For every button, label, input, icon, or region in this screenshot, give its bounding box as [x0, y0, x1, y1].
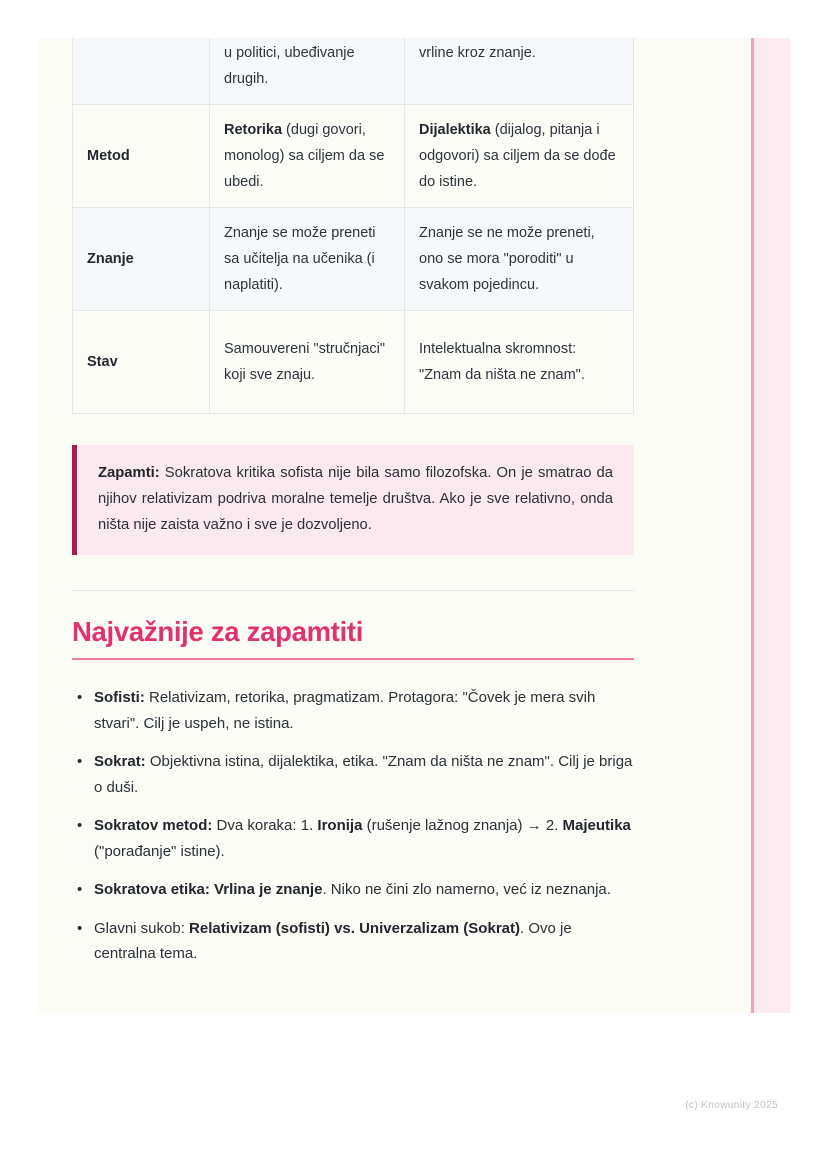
section-heading: Najvažnije za zapamtiti [72, 616, 364, 647]
heading-underline [72, 658, 634, 660]
table-cell-sokrat: Znanje se ne može preneti, ono se mora "poroditi" u svakom pojedincu. [405, 208, 634, 311]
list-item: • Sokrat: Objektivna istina, dijalektika, etika. "Znam da ništa ne znam". Cilj je briga o duši. [72, 749, 634, 800]
copyright-credit: (c) Knowunity 2025 [685, 1100, 778, 1111]
comparison-table [72, 38, 634, 414]
table-cell-sokrat: Dijalektika (dijalog, pitanja i odgovori) sa ciljem da se dođe do istine. [405, 105, 634, 208]
page-content [72, 38, 634, 980]
table-cell-sofisti: Retorika (dugi govori, monolog) sa ciljem da se ubedi. [210, 105, 405, 208]
list-item: • Sokratova etika: Vrlina je znanje. Niko ne čini zlo namerno, već iz neznanja. [72, 877, 634, 903]
table-cell-sofisti: Znanje se može preneti sa učitelja na učenika (i naplatiti). [210, 208, 405, 311]
table-row-label: Metod [73, 105, 210, 208]
table-row-label [73, 38, 210, 105]
key-takeaways-list [72, 685, 634, 967]
list-item: • Sofisti: Relativizam, retorika, pragmatizam. Protagora: "Čovek je mera svih stvari". Cilj je uspeh, ne istina. [72, 685, 634, 736]
table-row [73, 38, 634, 105]
table-cell-sofisti: Samouvereni "stručnjaci" koji sve znaju. [210, 311, 405, 414]
table-row-label: Znanje [73, 208, 210, 311]
table-row [73, 105, 634, 208]
table-cell-sokrat: Intelektualna skromnost: "Znam da ništa ne znam". [405, 311, 634, 414]
table-row [73, 311, 634, 414]
list-item: • Glavni sukob: Relativizam (sofisti) vs. Univerzalizam (Sokrat). Ovo je centralna tema. [72, 916, 634, 967]
table-row [73, 208, 634, 311]
remember-callout: Zapamti: Sokratova kritika sofista nije bila samo filozofska. On je smatrao da njihov relativizam podriva moralne temelje društva. Ako je sve relativno, onda ništa nije zaista važno i sve je dozvoljeno. [72, 445, 634, 555]
section-divider [72, 590, 634, 591]
list-item: • Sokratov metod: Dva koraka: 1. Ironija (rušenje lažnog znanja) → 2. Majeutika ("porađanje" istine). [72, 813, 634, 864]
table-cell-sokrat: vrline kroz znanje. [405, 38, 634, 105]
document-page [38, 38, 790, 1013]
page-accent-strip [751, 38, 790, 1013]
table-row-label: Stav [73, 311, 210, 414]
table-cell-sofisti: u politici, ubeđivanje drugih. [210, 38, 405, 105]
